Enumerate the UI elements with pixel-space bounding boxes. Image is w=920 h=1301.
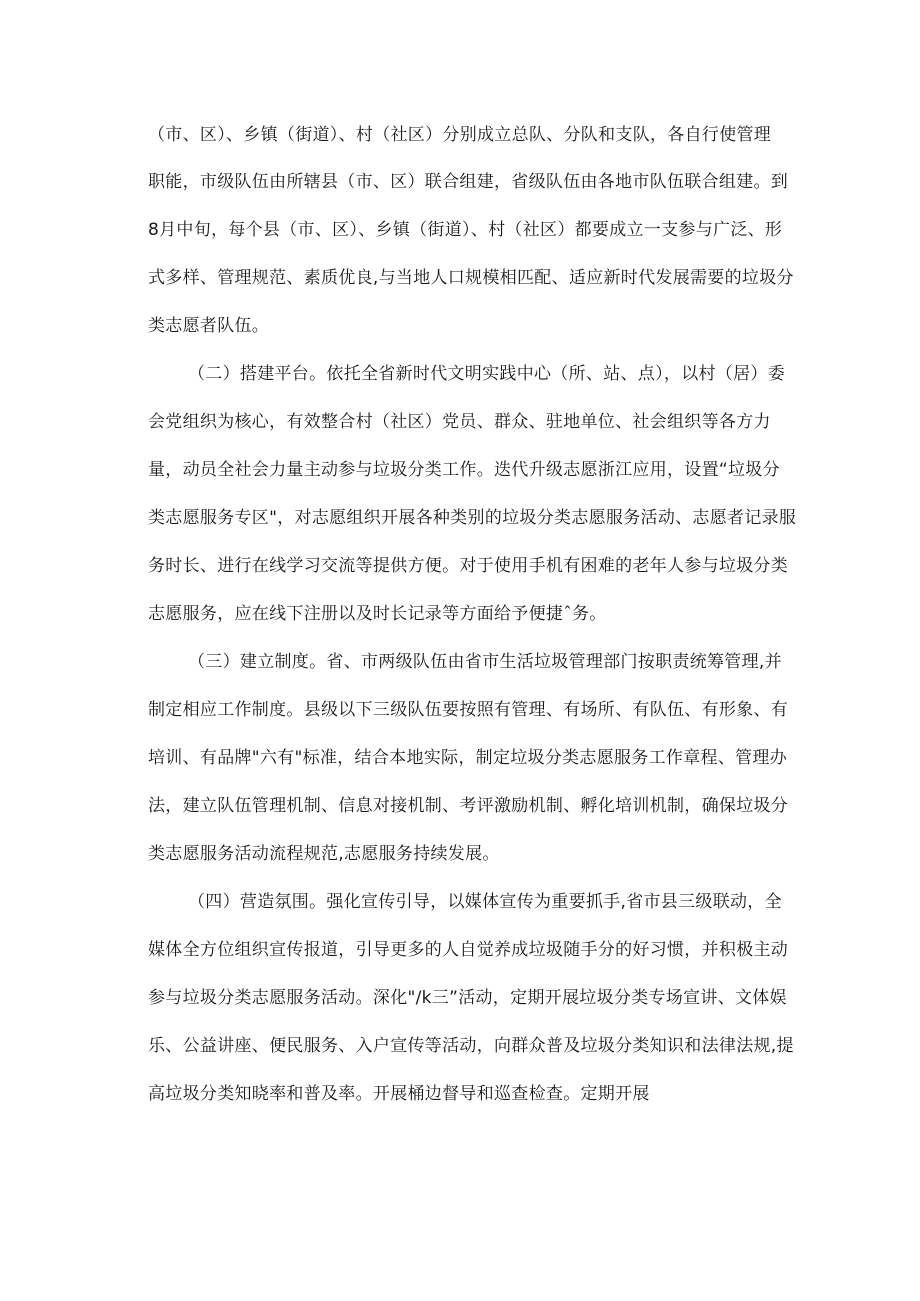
text-line: 参与垃圾分类志愿服务活动。深化"/k三”活动，定期开展垃圾分类专场宣讲、文体娱: [148, 988, 787, 1008]
text-line: 志愿服务，应在线下注册以及时长记录等方面给予便捷ˆ务。: [148, 604, 607, 624]
paragraph-heading-2: （二）搭建平台。依托全省新时代文明实践中心（所、站、点），以村（居）委: [188, 364, 785, 384]
text-line: 类志愿者队伍。: [148, 316, 270, 336]
text-line: 量，动员全社会力量主动参与垃圾分类工作。迭代升级志愿浙江应用，设置“垃圾分: [148, 460, 780, 480]
text-line: 制定相应工作制度。县级以下三级队伍要按照有管理、有场所、有队伍、有形象、有: [148, 700, 789, 720]
text-line: 高垃圾分类知晓率和普及率。开展桶边督导和巡查检查。定期开展: [148, 1084, 650, 1104]
text-line: 职能，市级队伍由所辖县（市、区）联合组建，省级队伍由各地市队伍联合组建。到: [148, 172, 789, 192]
text-line: 式多样、管理规范、素质优良,与当地人口规模相匹配、适应新时代发展需要的垃圾分: [148, 268, 794, 288]
text-line: 会党组织为核心，有效整合村（社区）党员、群众、驻地单位、社会组织等各方力: [148, 412, 771, 432]
text-line: 法，建立队伍管理机制、信息对接机制、考评激励机制、孵化培训机制，确保垃圾分: [148, 796, 789, 816]
paragraph-heading-4: （四）营造氛围。强化宣传引导，以媒体宣传为重要抓手,省市县三级联动，全: [188, 892, 782, 912]
text-line: 类志愿服务活动流程规范,志愿服务持续发展。: [148, 844, 500, 864]
text-line: 培训、有品牌"六有"标准，结合本地实际，制定垃圾分类志愿服务工作章程、管理办: [148, 748, 788, 768]
text-line: 务时长、进行在线学习交流等提供方便。对于使用手机有困难的老年人参与垃圾分类: [148, 556, 789, 576]
text-line: 类志愿服务专区"，对志愿组织开展各种类别的垃圾分类志愿服务活动、志愿者记录服: [148, 508, 797, 528]
text-line: 乐、公益讲座、便民服务、入户宣传等活动，向群众普及垃圾分类知识和法律法规,提: [148, 1036, 794, 1056]
text-line: （市、区）、乡镇（街道）、村（社区）分别成立总队、分队和支队，各自行使管理: [148, 125, 772, 145]
paragraph-heading-3: （三）建立制度。省、市两级队伍由省市生活垃圾管理部门按职责统筹管理,并: [188, 652, 782, 672]
text-line: 媒体全方位组织宣传报道，引导更多的人自觉养成垃圾随手分的好习惯，并积极主动: [148, 940, 789, 960]
text-line: 8月中旬，每个县（市、区）、乡镇（街道）、村（社区）都要成立一支参与广泛、形: [148, 220, 783, 240]
